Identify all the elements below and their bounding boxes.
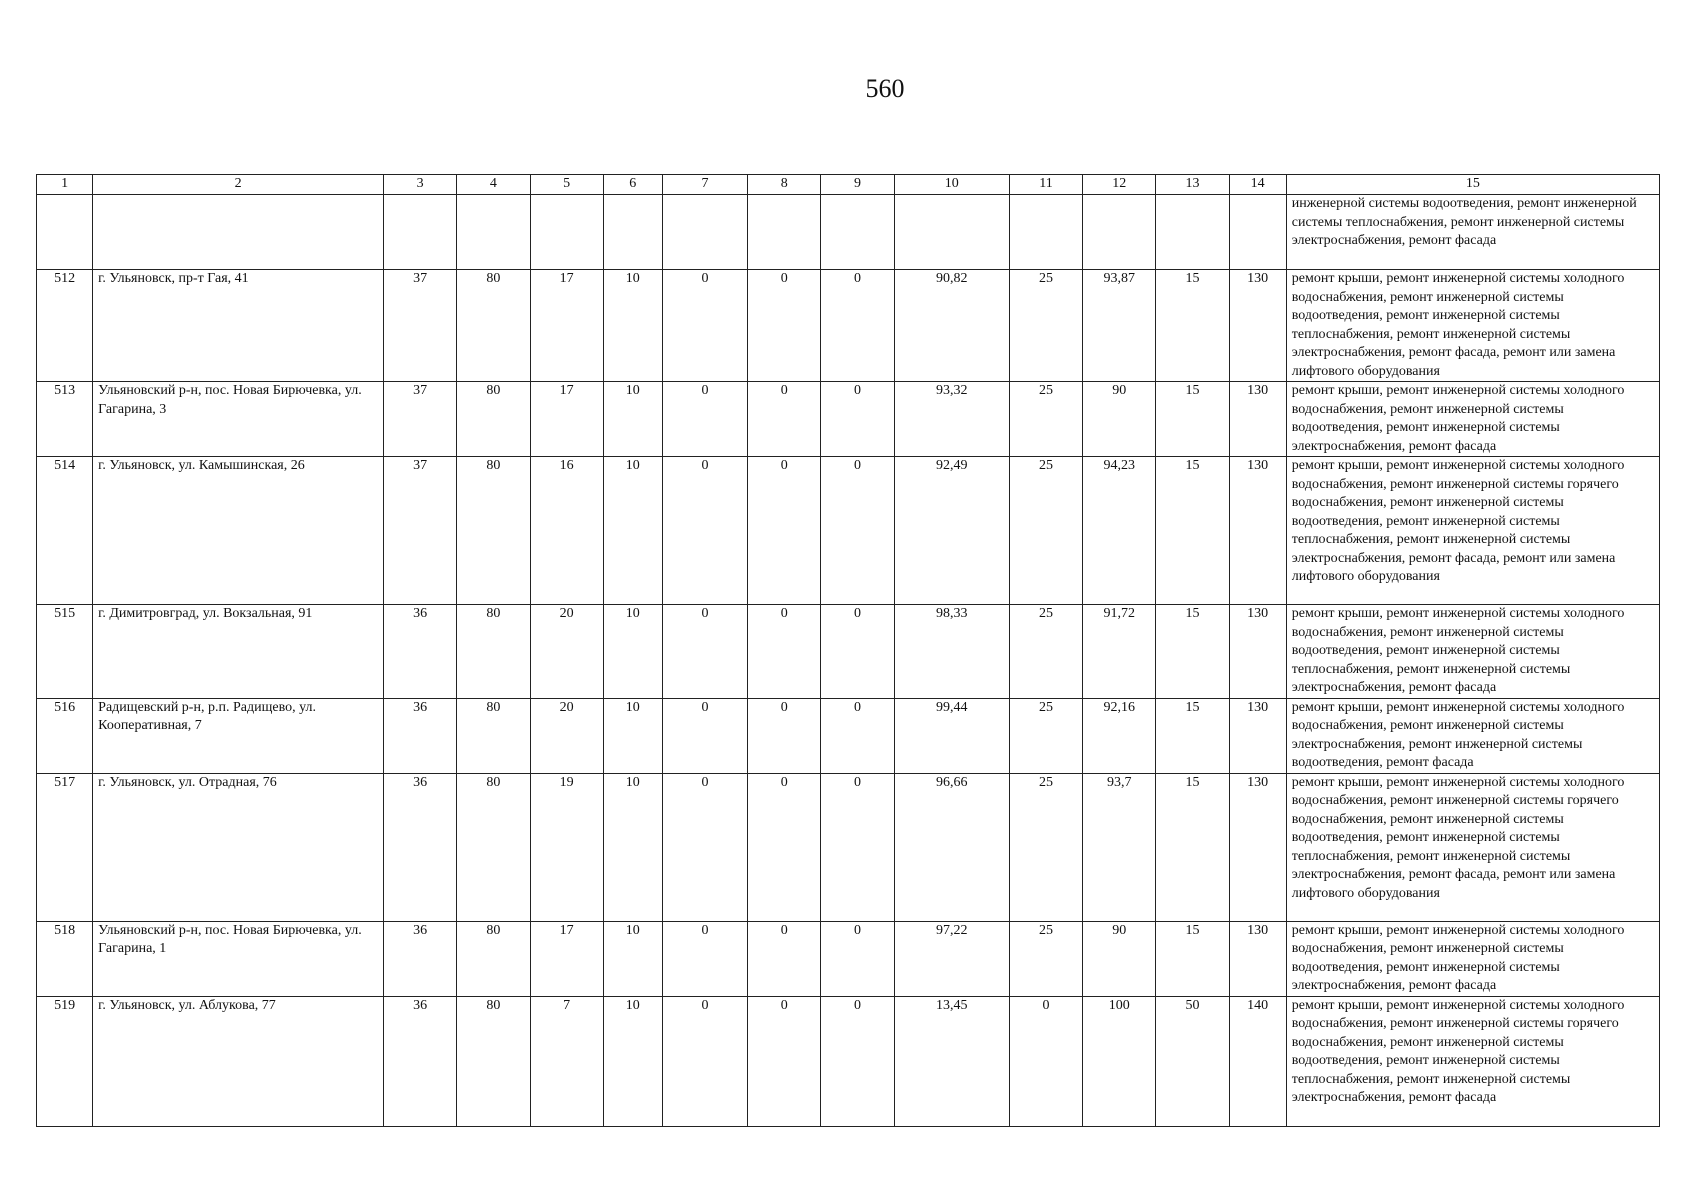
column-number-header: 14 (1229, 175, 1286, 195)
table-row (37, 457, 1660, 605)
value-cell: 36 (384, 605, 457, 699)
value-cell: 80 (457, 605, 530, 699)
empty-cell (93, 195, 384, 270)
column-number-header: 10 (894, 175, 1009, 195)
page-number: 560 (865, 74, 905, 103)
value-cell: 0 (748, 921, 821, 996)
value-cell: 93,32 (894, 382, 1009, 457)
value-cell: 130 (1229, 457, 1286, 605)
value-cell: 97,22 (894, 921, 1009, 996)
value-cell: 15 (1156, 773, 1229, 921)
value-cell: 17 (530, 270, 603, 382)
value-cell: 15 (1156, 457, 1229, 605)
value-cell: 10 (603, 698, 662, 773)
value-cell: 25 (1009, 698, 1082, 773)
value-cell: 92,16 (1083, 698, 1156, 773)
value-cell: 130 (1229, 270, 1286, 382)
value-cell: 7 (530, 996, 603, 1126)
value-cell: 0 (662, 698, 747, 773)
value-cell: 15 (1156, 698, 1229, 773)
value-cell: 130 (1229, 605, 1286, 699)
value-cell: 20 (530, 605, 603, 699)
table-row (37, 921, 1660, 996)
value-cell: 90 (1083, 382, 1156, 457)
value-cell: 98,33 (894, 605, 1009, 699)
row-number-cell: 514 (37, 457, 93, 605)
column-number-header: 13 (1156, 175, 1229, 195)
column-number-header: 6 (603, 175, 662, 195)
value-cell: 10 (603, 996, 662, 1126)
value-cell: 0 (662, 921, 747, 996)
row-number-cell: 519 (37, 996, 93, 1126)
value-cell: 130 (1229, 698, 1286, 773)
value-cell: 0 (662, 382, 747, 457)
value-cell: 0 (1009, 996, 1082, 1126)
value-cell: 0 (748, 698, 821, 773)
address-cell: г. Димитровград, ул. Вокзальная, 91 (93, 605, 384, 699)
empty-cell (662, 195, 747, 270)
value-cell: 0 (821, 698, 894, 773)
value-cell: 17 (530, 921, 603, 996)
works-list-cell: ремонт крыши, ремонт инженерной системы холодного водоснабжения, ремонт инженерной системы электроснабжения, ремонт инженерной системы водоотведения, ремонт фасада (1286, 698, 1659, 773)
value-cell: 36 (384, 996, 457, 1126)
value-cell: 25 (1009, 382, 1082, 457)
row-number-cell: 517 (37, 773, 93, 921)
column-number-header: 12 (1083, 175, 1156, 195)
value-cell: 90,82 (894, 270, 1009, 382)
value-cell: 36 (384, 921, 457, 996)
value-cell: 0 (748, 382, 821, 457)
empty-cell (37, 195, 93, 270)
value-cell: 80 (457, 773, 530, 921)
row-number-cell: 513 (37, 382, 93, 457)
value-cell: 80 (457, 270, 530, 382)
table-row (37, 605, 1660, 699)
value-cell: 130 (1229, 921, 1286, 996)
address-cell: Радищевский р-н, р.п. Радищево, ул. Кооперативная, 7 (93, 698, 384, 773)
value-cell: 50 (1156, 996, 1229, 1126)
value-cell: 10 (603, 270, 662, 382)
value-cell: 0 (748, 457, 821, 605)
column-number-header: 7 (662, 175, 747, 195)
value-cell: 10 (603, 382, 662, 457)
empty-cell (1083, 195, 1156, 270)
value-cell: 80 (457, 457, 530, 605)
empty-cell (530, 195, 603, 270)
works-list-cell: ремонт крыши, ремонт инженерной системы холодного водоснабжения, ремонт инженерной системы горячего водоснабжения, ремонт инженерной системы водоотведения, ремонт инженерной системы теплоснабжения, ремонт инженерной системы электроснабжения, ремонт фасада, ремонт или замена лифтового оборудования (1286, 773, 1659, 921)
empty-cell (384, 195, 457, 270)
empty-cell (457, 195, 530, 270)
value-cell: 0 (662, 270, 747, 382)
value-cell: 90 (1083, 921, 1156, 996)
value-cell: 10 (603, 773, 662, 921)
works-list-cell: ремонт крыши, ремонт инженерной системы холодного водоснабжения, ремонт инженерной системы горячего водоснабжения, ремонт инженерной системы водоотведения, ремонт инженерной системы теплоснабжения, ремонт инженерной системы электроснабжения, ремонт фасада, ремонт или замена лифтового оборудования (1286, 457, 1659, 605)
repair-program-table (36, 174, 1660, 1127)
table-row (37, 270, 1660, 382)
empty-cell (1156, 195, 1229, 270)
value-cell: 80 (457, 996, 530, 1126)
empty-cell (1229, 195, 1286, 270)
value-cell: 16 (530, 457, 603, 605)
works-list-cell: ремонт крыши, ремонт инженерной системы холодного водоснабжения, ремонт инженерной системы водоотведения, ремонт инженерной системы теплоснабжения, ремонт инженерной системы электроснабжения, ремонт фасада, ремонт или замена лифтового оборудования (1286, 270, 1659, 382)
row-number-cell: 515 (37, 605, 93, 699)
table-row (37, 773, 1660, 921)
value-cell: 25 (1009, 270, 1082, 382)
value-cell: 0 (821, 773, 894, 921)
row-number-cell: 512 (37, 270, 93, 382)
value-cell: 10 (603, 605, 662, 699)
value-cell: 25 (1009, 457, 1082, 605)
value-cell: 0 (748, 270, 821, 382)
address-cell: г. Ульяновск, пр-т Гая, 41 (93, 270, 384, 382)
column-number-header: 3 (384, 175, 457, 195)
address-cell: г. Ульяновск, ул. Отрадная, 76 (93, 773, 384, 921)
value-cell: 37 (384, 457, 457, 605)
value-cell: 25 (1009, 773, 1082, 921)
table-row (37, 382, 1660, 457)
value-cell: 80 (457, 698, 530, 773)
works-list-cell: ремонт крыши, ремонт инженерной системы холодного водоснабжения, ремонт инженерной системы водоотведения, ремонт инженерной системы электроснабжения, ремонт фасада (1286, 382, 1659, 457)
value-cell: 0 (821, 457, 894, 605)
column-number-header: 15 (1286, 175, 1659, 195)
table-row (37, 996, 1660, 1126)
value-cell: 99,44 (894, 698, 1009, 773)
value-cell: 15 (1156, 921, 1229, 996)
value-cell: 140 (1229, 996, 1286, 1126)
value-cell: 25 (1009, 605, 1082, 699)
value-cell: 15 (1156, 605, 1229, 699)
value-cell: 15 (1156, 270, 1229, 382)
value-cell: 17 (530, 382, 603, 457)
value-cell: 0 (748, 605, 821, 699)
column-number-header: 5 (530, 175, 603, 195)
value-cell: 0 (662, 996, 747, 1126)
column-number-row (37, 175, 1660, 195)
column-number-header: 11 (1009, 175, 1082, 195)
address-cell: г. Ульяновск, ул. Аблукова, 77 (93, 996, 384, 1126)
value-cell: 20 (530, 698, 603, 773)
row-number-cell: 518 (37, 921, 93, 996)
value-cell: 0 (821, 270, 894, 382)
value-cell: 13,45 (894, 996, 1009, 1126)
value-cell: 0 (821, 382, 894, 457)
value-cell: 15 (1156, 382, 1229, 457)
value-cell: 100 (1083, 996, 1156, 1126)
value-cell: 130 (1229, 773, 1286, 921)
value-cell: 0 (662, 605, 747, 699)
column-number-header: 4 (457, 175, 530, 195)
address-cell: Ульяновский р-н, пос. Новая Бирючевка, ул. Гагарина, 3 (93, 382, 384, 457)
value-cell: 0 (821, 921, 894, 996)
value-cell: 91,72 (1083, 605, 1156, 699)
empty-cell (821, 195, 894, 270)
value-cell: 36 (384, 773, 457, 921)
column-number-header: 2 (93, 175, 384, 195)
table-row (37, 698, 1660, 773)
empty-cell (748, 195, 821, 270)
value-cell: 0 (821, 605, 894, 699)
address-cell: Ульяновский р-н, пос. Новая Бирючевка, ул. Гагарина, 1 (93, 921, 384, 996)
value-cell: 0 (662, 773, 747, 921)
value-cell: 0 (748, 996, 821, 1126)
works-list-cell: ремонт крыши, ремонт инженерной системы холодного водоснабжения, ремонт инженерной системы водоотведения, ремонт инженерной системы теплоснабжения, ремонт инженерной системы электроснабжения, ремонт фасада (1286, 605, 1659, 699)
value-cell: 36 (384, 698, 457, 773)
value-cell: 10 (603, 921, 662, 996)
value-cell: 0 (748, 773, 821, 921)
address-cell: г. Ульяновск, ул. Камышинская, 26 (93, 457, 384, 605)
empty-cell (1009, 195, 1082, 270)
value-cell: 0 (821, 996, 894, 1126)
row-number-cell: 516 (37, 698, 93, 773)
works-list-cell: инженерной системы водоотведения, ремонт инженерной системы теплоснабжения, ремонт инженерной системы электроснабжения, ремонт фасада (1286, 195, 1659, 270)
continuation-row (37, 195, 1660, 270)
column-number-header: 8 (748, 175, 821, 195)
value-cell: 93,7 (1083, 773, 1156, 921)
value-cell: 80 (457, 921, 530, 996)
value-cell: 80 (457, 382, 530, 457)
value-cell: 37 (384, 270, 457, 382)
value-cell: 19 (530, 773, 603, 921)
value-cell: 0 (662, 457, 747, 605)
value-cell: 92,49 (894, 457, 1009, 605)
value-cell: 130 (1229, 382, 1286, 457)
column-number-header: 9 (821, 175, 894, 195)
column-number-header: 1 (37, 175, 93, 195)
empty-cell (603, 195, 662, 270)
works-list-cell: ремонт крыши, ремонт инженерной системы холодного водоснабжения, ремонт инженерной системы водоотведения, ремонт инженерной системы электроснабжения, ремонт фасада (1286, 921, 1659, 996)
value-cell: 94,23 (1083, 457, 1156, 605)
empty-cell (894, 195, 1009, 270)
value-cell: 10 (603, 457, 662, 605)
value-cell: 37 (384, 382, 457, 457)
value-cell: 93,87 (1083, 270, 1156, 382)
value-cell: 25 (1009, 921, 1082, 996)
works-list-cell: ремонт крыши, ремонт инженерной системы холодного водоснабжения, ремонт инженерной системы горячего водоснабжения, ремонт инженерной системы водоотведения, ремонт инженерной системы теплоснабжения, ремонт инженерной системы электроснабжения, ремонт фасада (1286, 996, 1659, 1126)
value-cell: 96,66 (894, 773, 1009, 921)
